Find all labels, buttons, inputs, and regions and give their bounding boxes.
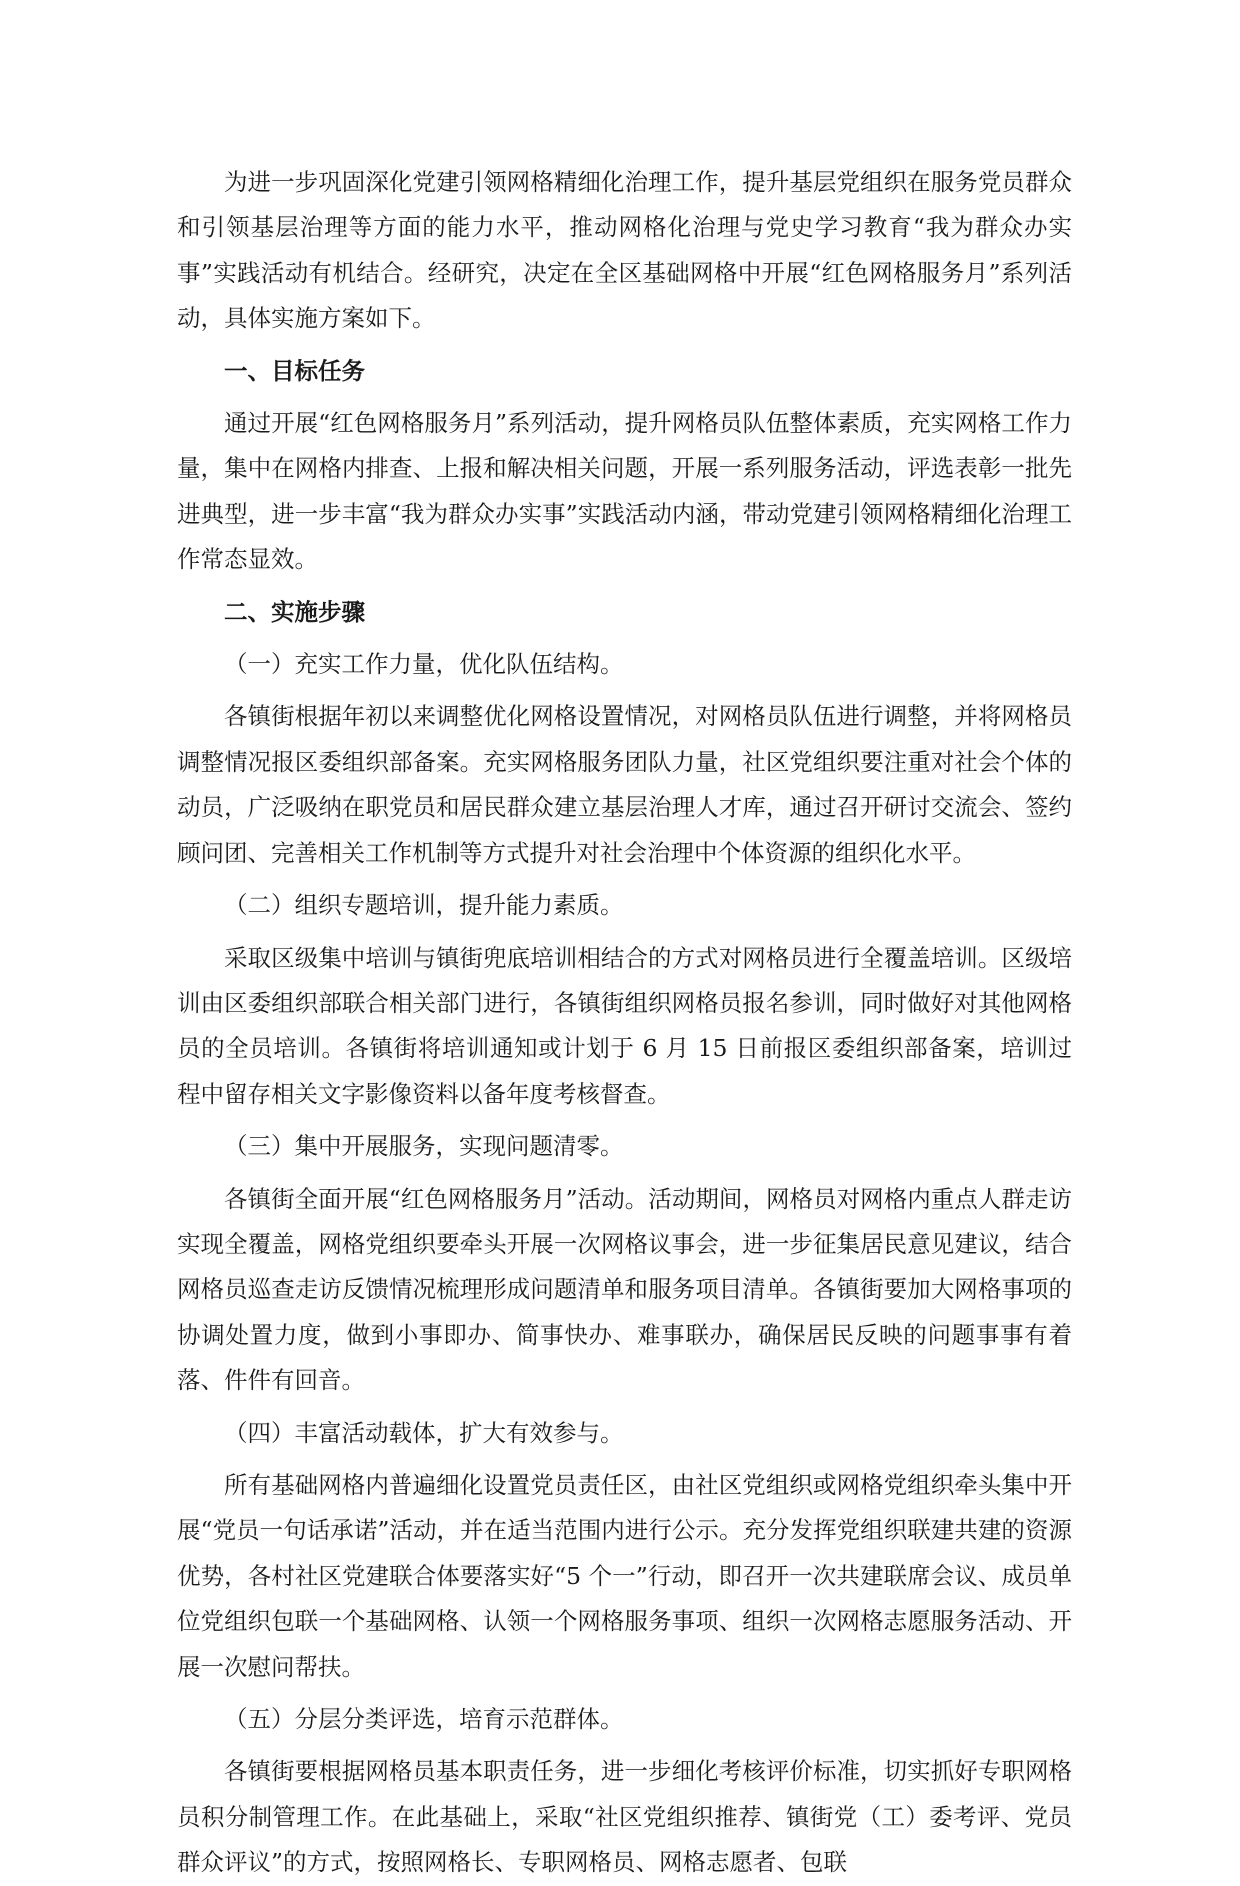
section-heading-steps: 二、实施步骤 bbox=[224, 597, 365, 626]
step-5-paragraph: 各镇街要根据网格员基本职责任务，进一步细化考核评价标准，切实抓好专职网格员积分制管理工作。在此基础上，采取“社区党组织推荐、镇街党（工）委考评、党员群众评议”的方式，按照网格长、专职网格员、网格志愿者、包联 bbox=[177, 1757, 1072, 1877]
step-4-heading: （四）丰富活动载体，扩大有效参与。 bbox=[224, 1418, 624, 1447]
intro-paragraph: 为进一步巩固深化党建引领网格精细化治理工作，提升基层党组织在服务党员群众和引领基层治理等方面的能力水平，推动网格化治理与党史学习教育“我为群众办实事”实践活动有机结合。经研究，决定在全区基础网格中开展“红色网格服务月”系列活动，具体实施方案如下。 bbox=[177, 168, 1072, 333]
step-2-heading: （二）组织专题培训，提升能力素质。 bbox=[224, 891, 624, 920]
step-1-heading: （一）充实工作力量，优化队伍结构。 bbox=[224, 650, 624, 679]
step-4-paragraph: 所有基础网格内普遍细化设置党员责任区，由社区党组织或网格党组织牵头集中开展“党员一句话承诺”活动，并在适当范围内进行公示。充分发挥党组织联建共建的资源优势，各村社区党建联合体要落实好“5 个一”行动，即召开一次共建联席会议、成员单位党组织包联一个基础网格、认领一个网格服务事项、组织一次网格志愿服务活动、开展一次慰问帮扶。 bbox=[177, 1470, 1072, 1681]
step-2-paragraph: 采取区级集中培训与镇街兜底培训相结合的方式对网格员进行全覆盖培训。区级培训由区委组织部联合相关部门进行，各镇街组织网格员报名参训，同时做好对其他网格员的全员培训。各镇街将培训通知或计划于 6 月 15 日前报区委组织部备案，培训过程中留存相关文字影像资料以备年度考核督查。 bbox=[177, 943, 1072, 1108]
goals-paragraph: 通过开展“红色网格服务月”系列活动，提升网格员队伍整体素质，充实网格工作力量，集中在网格内排查、上报和解决相关问题，开展一系列服务活动，评选表彰一批先进典型，进一步丰富“我为群众办实事”实践活动内涵，带动党建引领网格精细化治理工作常态显效。 bbox=[177, 409, 1072, 574]
step-3-paragraph: 各镇街全面开展“红色网格服务月”活动。活动期间，网格员对网格内重点人群走访实现全覆盖，网格党组织要牵头开展一次网格议事会，进一步征集居民意见建议，结合网格员巡查走访反馈情况梳理形成问题清单和服务项目清单。各镇街要加大网格事项的协调处置力度，做到小事即办、简事快办、难事联办，确保居民反映的问题事事有着落、件件有回音。 bbox=[177, 1184, 1072, 1395]
step-1-paragraph: 各镇街根据年初以来调整优化网格设置情况，对网格员队伍进行调整，并将网格员调整情况报区委组织部备案。充实网格服务团队力量，社区党组织要注重对社会个体的动员，广泛吸纳在职党员和居民群众建立基层治理人才库，通过召开研讨交流会、签约顾问团、完善相关工作机制等方式提升对社会治理中个体资源的组织化水平。 bbox=[177, 702, 1072, 867]
step-5-heading: （五）分层分类评选，培育示范群体。 bbox=[224, 1705, 624, 1733]
section-heading-goals: 一、目标任务 bbox=[224, 356, 365, 385]
step-3-heading: （三）集中开展服务，实现问题清零。 bbox=[224, 1132, 624, 1161]
